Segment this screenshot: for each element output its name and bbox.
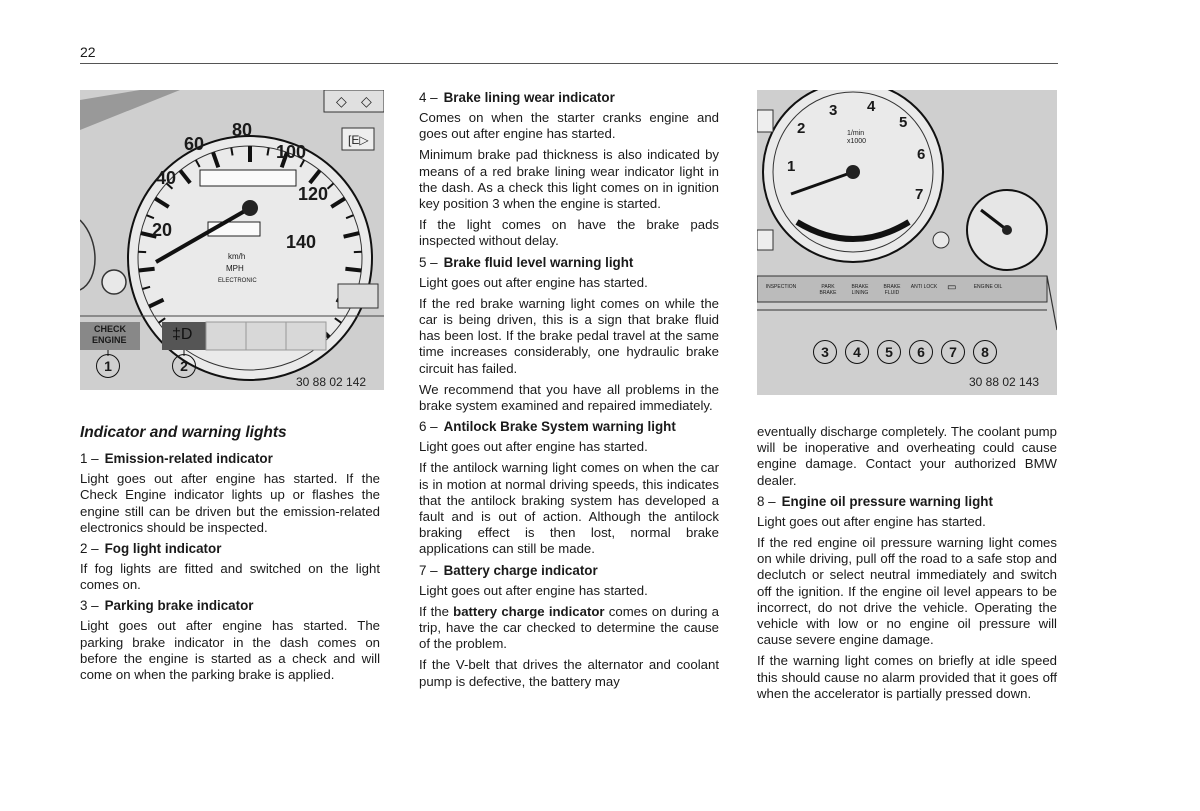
tach-mark-2: 2 — [797, 120, 806, 137]
panel-light-3: BRAKE LINING — [851, 284, 869, 296]
gauge-tick — [345, 269, 361, 271]
section-heading: Indicator and warning lights — [80, 424, 287, 441]
item-4-heading: 4 – Brake lining wear indicator — [419, 90, 615, 105]
figure-code-right: 30 88 02 143 — [969, 375, 1040, 389]
check-engine-label-line1: CHECK — [94, 324, 127, 334]
item-5-text-1: Light goes out after engine has started. — [419, 274, 648, 290]
speed-mark-80: 80 — [232, 120, 253, 140]
column-3 — [757, 424, 1057, 707]
item-1-heading: 1 – Emission-related indicator — [80, 451, 273, 467]
item-6-text-1: Light goes out after engine has started. — [419, 439, 648, 455]
tach-mark-4: 4 — [867, 98, 876, 115]
item-8-text-1: Light goes out after engine has started. — [757, 513, 986, 529]
column-1 — [80, 425, 380, 688]
speed-mark-120: 120 — [298, 184, 329, 204]
item-5-heading: 5 – Brake fluid level warning light — [419, 254, 634, 270]
speed-mark-140: 140 — [286, 232, 317, 252]
item-3-heading: 3 – Parking brake indicator — [80, 598, 254, 614]
tach-unit-line2: x1000 — [847, 138, 867, 145]
callout-2: 2 — [172, 354, 196, 378]
tach-mark-3: 3 — [829, 102, 838, 119]
tach-mark-1: 1 — [787, 158, 796, 175]
speed-mark-40: 40 — [156, 168, 177, 188]
electronic-label: ELECTRONIC — [218, 278, 257, 284]
callout-6: 6 — [909, 340, 933, 364]
callout-8: 8 — [973, 340, 997, 364]
svg-text:[E▷: [E▷ — [348, 133, 369, 147]
fog-light-icon: ‡D — [172, 326, 193, 343]
item-4-text-3: If the light comes on have the brake pads inspected without delay. — [419, 217, 719, 249]
item-6-heading: 6 – Antilock Brake System warning light — [419, 419, 676, 435]
item-7-heading: 7 – Battery charge indicator — [419, 562, 598, 578]
tach-mark-6: 6 — [917, 146, 926, 163]
item-8-text-2: If the red engine oil pressure warning light comes on while driving, pull off the road to a safe stop and declutch or select neutral immediately and switch off the ignition. If the engine oil level appears to be incorrect, do not drive the vehicle. Operating the vehicle with low or no engine oil pressure will cause severe engine damage. — [757, 535, 1057, 648]
kmh-label: km/h — [228, 252, 246, 261]
continued-text: eventually discharge completely. The coolant pump will be inoperative and overheating could cause engine damage. Contact your authorized BMW dealer. — [757, 424, 1057, 488]
callout-5: 5 — [877, 340, 901, 364]
item-7-text-3: If the V-belt that drives the alternator and coolant pump is defective, the battery may — [419, 657, 719, 689]
item-6-text-2: If the antilock warning light comes on when the car is in motion at normal driving speeds, this indicates that the antilock braking system has developed a fault and is out of action. Although the antilock braking effect is then lost, normal brake applications can still be made. — [419, 460, 719, 557]
speed-mark-60: 60 — [184, 134, 205, 154]
item-2-text: If fog lights are fitted and switched on the light comes on. — [80, 561, 380, 593]
item-1-text: Light goes out after engine has started. If the Check Engine indicator lights up or flashes the engine still can be driven but the emission-related electronics should be inspected. — [80, 471, 380, 535]
svg-text:◇: ◇ — [336, 93, 347, 109]
panel-light-1: INSPECTION — [765, 284, 797, 290]
item-7-text-1: Light goes out after engine has started. — [419, 582, 648, 598]
item-3-text: Light goes out after engine has started. The parking brake indicator in the dash comes on before the engine is started as a check and will come on when the parking brake is applied. — [80, 618, 380, 683]
figure-code-left: 30 88 02 142 — [296, 375, 367, 389]
callout-3: 3 — [813, 340, 837, 364]
column-2 — [419, 88, 719, 695]
panel-light-7: ENGINE OIL — [973, 284, 1003, 290]
tach-mark-7: 7 — [915, 186, 924, 203]
item-8-heading: 8 – Engine oil pressure warning light — [757, 493, 993, 509]
callout-7: 7 — [941, 340, 965, 364]
figure-speedometer — [80, 90, 384, 390]
panel-light-2: PARK BRAKE — [819, 284, 837, 296]
gauge-tick — [139, 269, 155, 271]
callout-1: 1 — [96, 354, 120, 378]
item-2-heading: 2 – Fog light indicator — [80, 541, 222, 557]
callout-4: 4 — [845, 340, 869, 364]
gauge-tick — [267, 148, 268, 156]
item-8-text-3: If the warning light comes on briefly at idle speed this should cause no alarm provided that it goes off when the accelerator is partially pressed down. — [757, 653, 1057, 701]
speed-mark-100: 100 — [276, 142, 307, 162]
item-5-text-2: If the red brake warning light comes on while the car is being driven, this is a sign that brake fluid has been lost. If the brake pedal travel at the same time increases considerably, one hydraulic brake circuit has failed. — [419, 295, 719, 376]
tach-unit-line1: 1/min — [847, 130, 865, 137]
item-4-text-1: Comes on when the starter cranks engine and goes out after engine has started. — [419, 110, 719, 142]
item-4-text-2: Minimum brake pad thickness is also indicated by means of a red brake lining wear indicator light in the dash. As a check this light comes on in ignition key position 3 when the engine is started. — [419, 147, 719, 212]
header-rule — [80, 63, 1058, 64]
mph-label: MPH — [226, 264, 244, 273]
speed-mark-20: 20 — [152, 220, 173, 240]
item-5-text-3: We recommend that you have all problems in the brake system examined and repaired immediately. — [419, 381, 719, 414]
item-7-text-2: If the battery charge indicator comes on during a trip, have the car checked to determine the cause of the problem. — [419, 603, 719, 652]
check-engine-label-line2: ENGINE — [92, 335, 127, 345]
panel-light-5: ANTI LOCK — [910, 284, 938, 290]
panel-light-4: BRAKE FLUID — [883, 284, 901, 296]
tach-mark-5: 5 — [899, 114, 908, 131]
figure-tachometer — [757, 90, 1057, 395]
gauge-tick — [231, 148, 232, 156]
battery-icon: ▭ — [947, 282, 957, 293]
page-number: 22 — [80, 44, 96, 60]
svg-text:◇: ◇ — [361, 93, 372, 109]
